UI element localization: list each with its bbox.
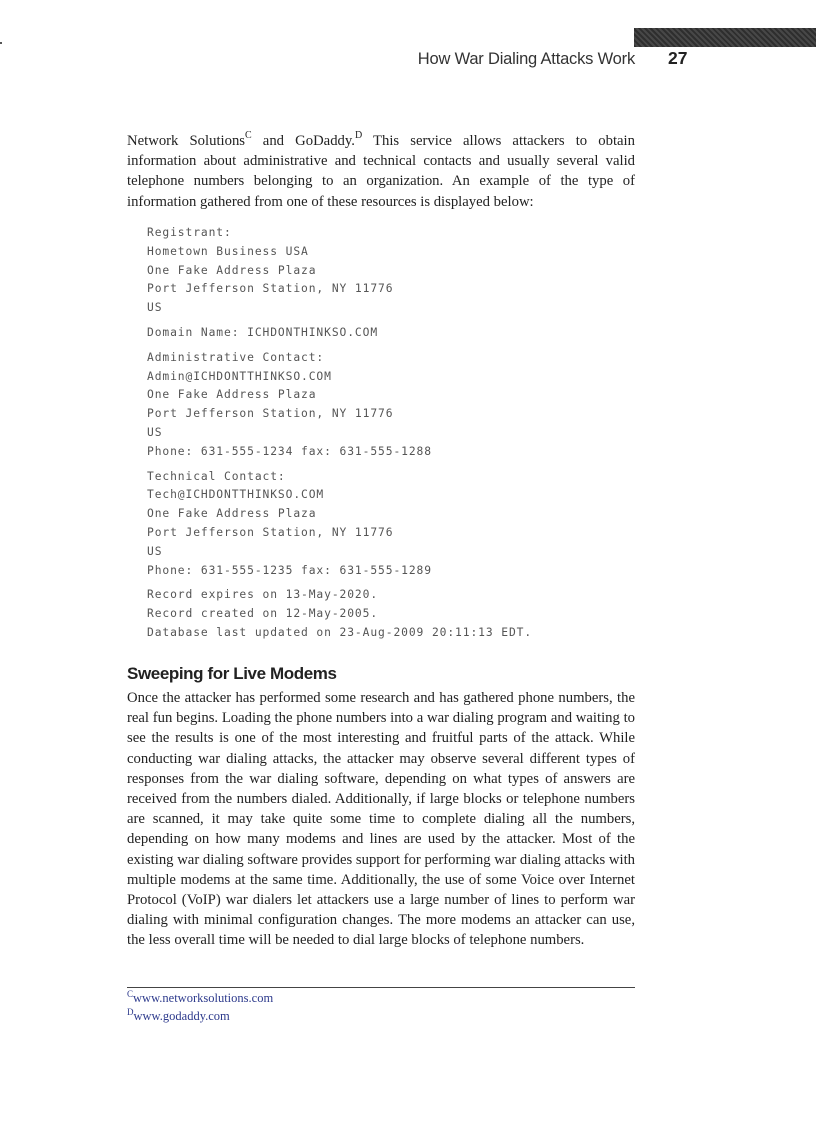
footnote-link[interactable]: www.godaddy.com xyxy=(133,1008,230,1023)
whois-line: US xyxy=(147,425,163,439)
running-header-title: How War Dialing Attacks Work xyxy=(417,50,635,68)
whois-block xyxy=(147,586,532,642)
header-decorative-bar xyxy=(634,28,816,47)
whois-block xyxy=(147,224,532,318)
whois-line: Administrative Contact: xyxy=(147,350,325,364)
whois-line: Technical Contact: xyxy=(147,469,286,483)
scan-artifact xyxy=(0,42,2,44)
whois-line: One Fake Address Plaza xyxy=(147,388,317,402)
footnote-ref-c[interactable]: C xyxy=(245,130,252,142)
intro-text-1: Network Solutions xyxy=(127,133,246,149)
footnote-link[interactable]: www.networksolutions.com xyxy=(133,991,274,1005)
footnote-divider xyxy=(127,987,635,988)
whois-line: US xyxy=(147,301,163,315)
footnote-mark: C xyxy=(127,988,134,999)
intro-text-2: and GoDaddy. xyxy=(251,133,355,149)
footnote-item xyxy=(127,990,273,1008)
whois-line: Hometown Business USA xyxy=(147,244,309,258)
footnote-ref-d[interactable]: D xyxy=(354,130,363,142)
footnote-item xyxy=(127,1008,273,1026)
whois-block xyxy=(147,324,532,343)
whois-line: One Fake Address Plaza xyxy=(147,507,317,521)
whois-line: Phone: 631-555-1235 fax: 631-555-1289 xyxy=(147,563,432,577)
whois-record xyxy=(147,224,532,649)
whois-block xyxy=(147,468,532,581)
whois-line: Registrant: xyxy=(147,226,232,239)
whois-line: Port Jefferson Station, NY 11776 xyxy=(147,282,394,296)
whois-line: Database last updated on 23-Aug-2009 20:11:13 EDT. xyxy=(147,625,533,639)
whois-line: Port Jefferson Station, NY 11776 xyxy=(147,525,394,539)
whois-line: One Fake Address Plaza xyxy=(147,263,317,277)
whois-line: Domain Name: ICHDONTHINKSO.COM xyxy=(147,325,379,339)
intro-text-3: This service allows attackers to obtain information about administrative and technical contacts and usually several valid telephone numbers belonging to an organization. An example of the type of information gathered from one of these resources is displayed below: xyxy=(127,133,635,210)
whois-line: Record expires on 13-May-2020. xyxy=(147,588,379,602)
page-number: 27 xyxy=(668,48,688,68)
whois-line: Tech@ICHDONTTHINKSO.COM xyxy=(147,488,325,502)
whois-line: US xyxy=(147,544,163,558)
footnotes xyxy=(127,990,273,1025)
section-paragraph: Once the attacker has performed some research and has gathered phone numbers, the real fun begins. Loading the phone numbers into a war dialing program and waiting to see the results is one of the most interesting and fruitful parts of the attack. While conducting war dialing attacks, the attacker may observe several different types of responses from the war dialing software, depending on what types of answers are received from the numbers dialed. Additionally, if large blocks or telephone numbers are scanned, it may take quite some time to complete dialing all the numbers, depending on how many modems and lines are used by the attacker. Most of the existing war dialing software provides support for performing war dialing attacks with multiple modems at the same time. Additionally, the use of some Voice over Internet Protocol (VoIP) war dialers let attackers use a large number of lines to perform war dialing with minimal configuration changes. The more modems an attacker can use, the less overall time will be needed to dial large blocks of telephone numbers. xyxy=(127,690,635,949)
footnote-mark: D xyxy=(127,1006,134,1017)
whois-line: Port Jefferson Station, NY 11776 xyxy=(147,407,394,421)
whois-line: Phone: 631-555-1234 fax: 631-555-1288 xyxy=(147,444,432,458)
whois-line: Admin@ICHDONTTHINKSO.COM xyxy=(147,369,332,383)
whois-line: Record created on 12-May-2005. xyxy=(147,607,379,621)
whois-block xyxy=(147,349,532,462)
section-heading: Sweeping for Live Modems xyxy=(127,664,337,683)
intro-paragraph xyxy=(127,131,635,212)
